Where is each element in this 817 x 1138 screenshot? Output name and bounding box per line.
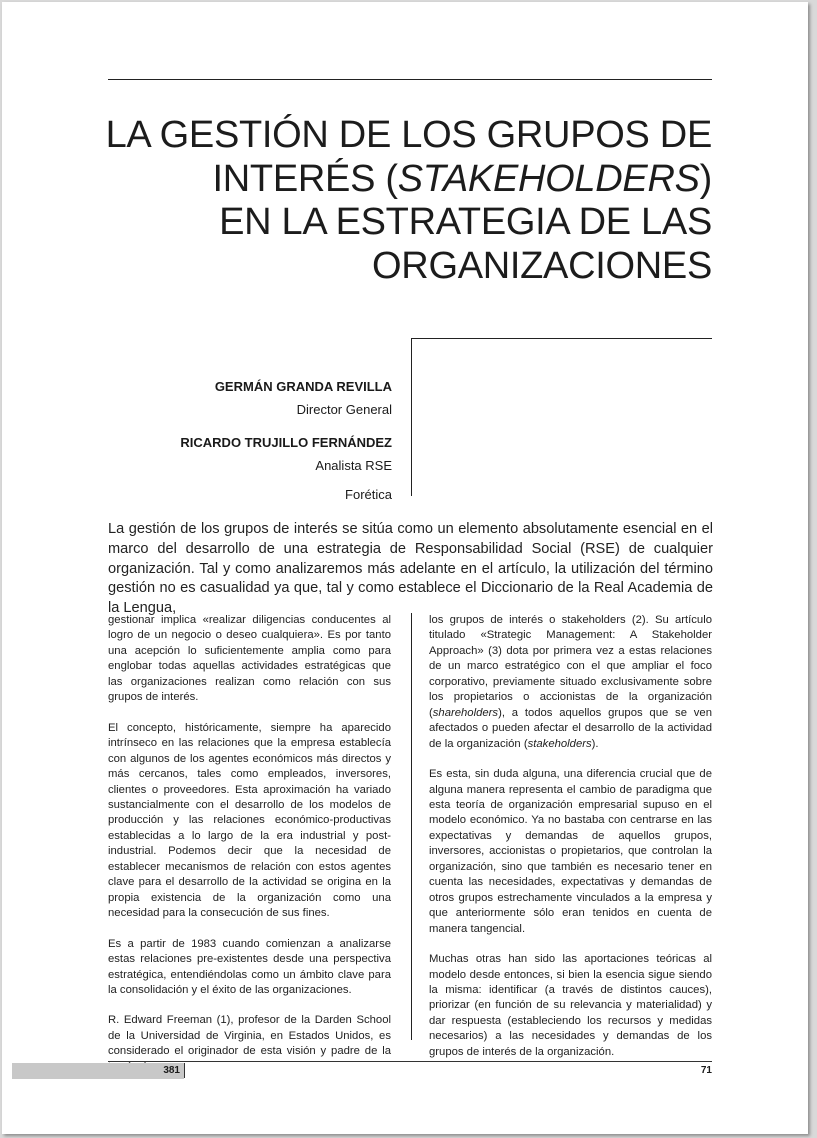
- right-p1-part-a: los grupos de interés o stakeholders (2). Su artículo titulado «Strategic Management: A Stakeholder Approach» (3) dota por primera vez a estas relaciones de un marco estratégico con el que ampliar el foco corporativo, previamente situado exclusivamente sobre los propietarios o accionistas de la organización (: [429, 614, 712, 719]
- author-2-role: Analista RSE: [315, 458, 392, 473]
- title-line-3: EN LA ESTRATEGIA DE LAS: [219, 201, 712, 243]
- right-paragraph-1: [429, 613, 712, 752]
- left-column: [108, 613, 391, 1090]
- author-block: [142, 378, 392, 503]
- author-2-name: RICARDO TRUJILLO FERNÁNDEZ: [180, 435, 392, 450]
- title-line-2-pre: INTERÉS (: [212, 157, 398, 200]
- title-line-2: [102, 158, 712, 202]
- right-paragraph-2: Es esta, sin duda alguna, una diferencia crucial que de alguna manera representa el cambio de paradigma que esta teoría de organización empresarial supuso en el modelo económico. Ya no bastaba con centrarse en las expectativas y demandas de aquellos grupos, inversores, accionistas o propietarios, que controlan la organización, sino que también es necesario tener en cuenta las necesidades, expectativas y demandas de otros grupos estrechamente vinculados a la empresa y que anteriormente sólo eran tenidos en cuenta de manera tangencial.: [429, 768, 712, 935]
- intro-paragraph: La gestión de los grupos de interés se sitúa como un elemento absolutamente esencial en el marco del desarrollo de una estrategia de Responsabilidad Social (RSE) de cualquier organización. Tal y como analizaremos más adelante en el artículo, la utilización del término gestión no es casualidad ya que, tal y como establece el Diccionario de la Real Academia de la Lengua,: [108, 521, 713, 617]
- top-rule: [108, 79, 712, 80]
- left-paragraph-4: R. Edward Freeman (1), profesor de la Darden School de la Universidad de Virginia, en Estados Unidos, es considerado el originador de esta visión y padre de la: [108, 1014, 391, 1058]
- right-p1-part-c: ).: [591, 737, 599, 750]
- right-paragraph-3: Muchas otras han sido las aportaciones teóricas al modelo desde entonces, si bien la esencia sigue siendo la misma: identificar (a través de distintos cauces), priorizar (en función de su relevancia y materialidad) y dar respuesta (estableciendo los recursos y medidas necesarios) a las necesidades y demandas de los grupos de interés de la organización.: [429, 953, 712, 1058]
- document-page: [2, 2, 808, 1134]
- footer-tick: [184, 1063, 185, 1078]
- footer-rule: [108, 1061, 712, 1062]
- right-column: [429, 613, 712, 1075]
- left-paragraph-2: El concepto, históricamente, siempre ha aparecido intrínseco en las relaciones que la empresa establecía con algunos de los agentes económicos más directos y más cercanos, tales como empleados, inversores, clientes o proveedores. Esta aproximación ha variado sustancialmente con el desarrollo de los modelos de producción y las relaciones económico-productivas establecidas a lo largo de la era industrial y post-industrial. Podemos decir que la necesidad de establecer mecanismos de relación con estos agentes clave para el desarrollo de la actividad se origina en la propia existencia de la organización como una necesidad para la consecución de sus fines.: [108, 721, 391, 920]
- title-line-2-post: ): [699, 157, 712, 200]
- left-paragraph-1: gestionar implica «realizar diligencias conducentes al logro de un negocio o deseo cualquiera». Es por tanto una acepción lo suficientemente amplia como para englobar todas aquellas actividades estratégicas que las organizaciones realizan como relación con sus grupos de interés.: [108, 614, 391, 704]
- page-number-right: 71: [700, 1065, 712, 1076]
- title-line-1: LA GESTIÓN DE LOS GRUPOS DE: [105, 114, 712, 156]
- right-p1-part-b: ), a todos aquellos grupos que se ven afectados o pueden afectar el desarrollo de la actividad de la organización (: [429, 706, 712, 750]
- author-1-role: Director General: [296, 402, 392, 417]
- left-paragraph-3: Es a partir de 1983 cuando comienzan a analizarse estas relaciones pre-existentes desde una perspectiva estratégica, entendiéndolas como un ámbito clave para la consolidación y el éxito de las organizaciones.: [108, 937, 391, 996]
- page-number-left: 381: [163, 1065, 180, 1076]
- author-1-name: GERMÁN GRANDA REVILLA: [214, 379, 392, 394]
- author-box-top-rule: [411, 338, 712, 339]
- title-line-4: ORGANIZACIONES: [372, 244, 712, 287]
- author-organization: Forética: [345, 487, 392, 502]
- column-divider: [411, 613, 412, 1040]
- author-box-side-rule: [411, 338, 412, 496]
- right-p1-italic-1: shareholders: [432, 706, 499, 719]
- article-title: [102, 114, 712, 288]
- right-p1-italic-2: stakeholders: [527, 737, 592, 750]
- title-line-2-italic: STAKEHOLDERS: [397, 157, 700, 200]
